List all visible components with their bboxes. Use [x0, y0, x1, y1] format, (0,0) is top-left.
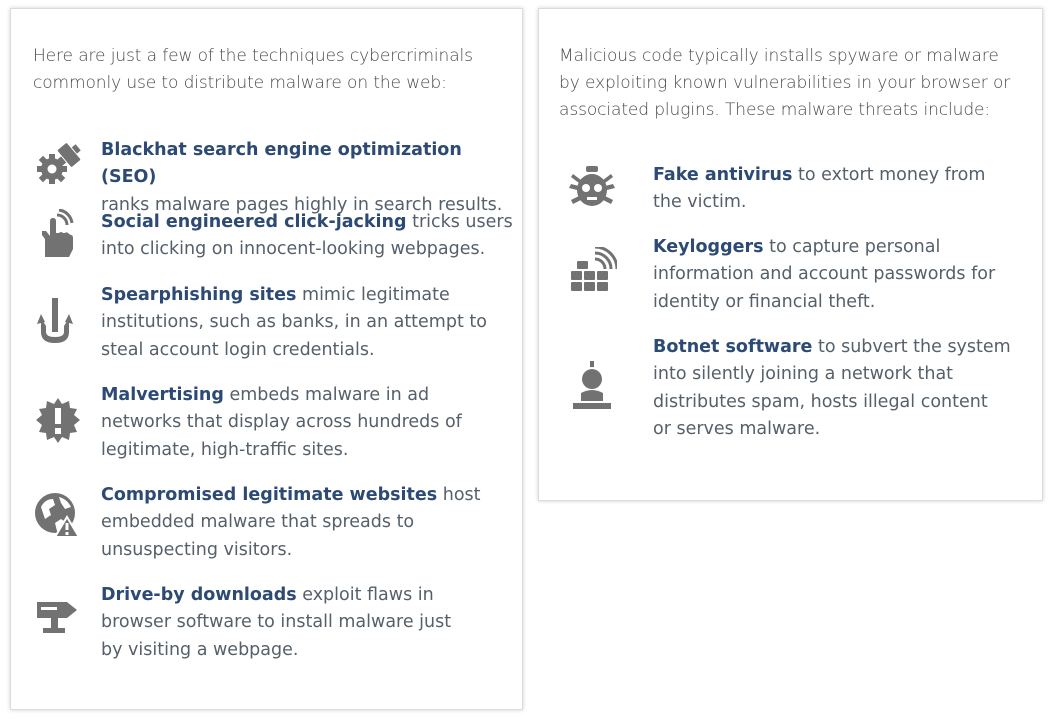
item-description: to extort money from the victim. — [653, 165, 986, 213]
item-description: tricks users into clicking on innocent-looking webpages. — [101, 212, 513, 260]
item-title: Malvertising — [101, 385, 224, 405]
list-item-text — [653, 234, 1023, 316]
item-title: Keyloggers — [653, 237, 764, 257]
bot-person-icon — [567, 361, 617, 411]
right-intro: Malicious code typically installs spyware or malware by exploiting known vulnerabilities in your browser or associated plugins. These malware threats include: — [559, 46, 1011, 120]
list-item-text — [653, 334, 1023, 444]
item-description: mimic legitimate institutions, such as banks, in an attempt to steal account login credentials. — [101, 285, 487, 360]
list-item-text — [101, 382, 521, 464]
item-description: exploit flaws in browser software to install malware just by visiting a webpage. — [101, 585, 452, 660]
list-item-text — [101, 282, 521, 364]
item-title: Spearphishing sites — [101, 285, 297, 305]
left-intro: Here are just a few of the techniques cybercriminals commonly use to distribute malware on the web: — [33, 46, 473, 93]
list-item-text — [101, 482, 521, 564]
list-item-text — [101, 137, 521, 219]
signpost-icon — [33, 588, 83, 638]
list-item-text — [101, 209, 521, 264]
item-description: host embedded malware that spreads to unsuspecting visitors. — [101, 485, 481, 560]
right-panel — [538, 8, 1043, 501]
skull-bug-icon — [567, 164, 617, 214]
item-description: ranks malware pages highly in search results. — [101, 194, 503, 215]
list-item-text — [653, 162, 1023, 217]
alert-badge-icon — [33, 396, 83, 446]
item-title: Social engineered click-jacking — [101, 212, 407, 232]
item-title: Blackhat search engine optimization (SEO) — [101, 140, 462, 188]
item-title: Botnet software — [653, 337, 813, 357]
item-description: embeds malware in ad networks that display across hundreds of legitimate, high-traffic sites. — [101, 385, 462, 460]
item-description: to capture personal information and account passwords for identity or financial theft. — [653, 237, 996, 312]
fishing-hook-icon — [33, 296, 83, 346]
item-title: Fake antivirus — [653, 165, 793, 185]
item-description: to subvert the system into silently joining a network that distributes spam, hosts illegal content or serves malware. — [653, 337, 1011, 440]
left-panel — [10, 8, 523, 710]
keyboard-signal-icon — [567, 247, 617, 297]
list-item-text — [101, 582, 521, 664]
hand-click-icon — [33, 209, 83, 259]
item-title: Drive-by downloads — [101, 585, 297, 605]
gear-satellite-icon — [33, 139, 83, 189]
item-title: Compromised legitimate websites — [101, 485, 438, 505]
globe-alert-icon — [33, 489, 83, 539]
